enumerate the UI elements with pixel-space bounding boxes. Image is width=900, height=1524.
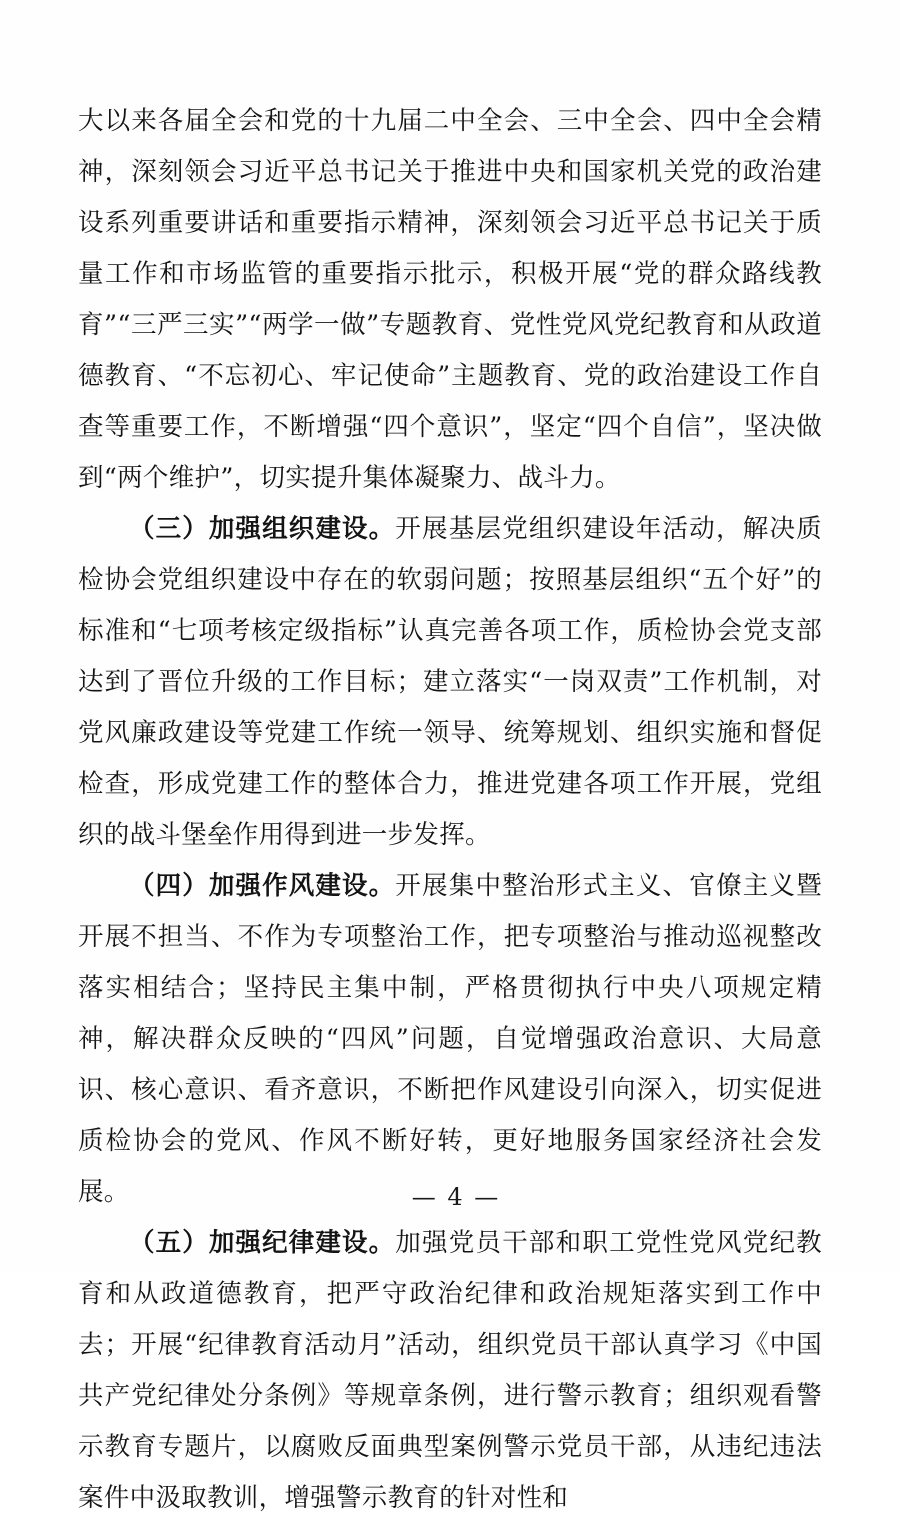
paragraph-heading: （三）加强组织建设。 bbox=[129, 514, 396, 544]
paragraph-heading: （四）加强作风建设。 bbox=[129, 871, 396, 901]
paragraph-text: 加强党员干部和职工党性党风党纪教育和从政道德教育，把严守政治纪律和政治规矩落实到工作中去；开展“纪律教育活动月”活动，组织党员干部认真学习《中国共产党纪律处分条例》等规章条例，进行警示教育；组织观看警示教育专题片，以腐败反面典型案例警示党员干部，从违纪违法案件中汲取教训，增强警示教育的针对性和 bbox=[78, 1228, 822, 1513]
page-number-text: — 4 — bbox=[411, 1183, 501, 1211]
page-number bbox=[0, 1183, 900, 1211]
paragraph-work-style-building bbox=[78, 861, 822, 1218]
paragraph-text: 开展集中整治形式主义、官僚主义暨开展不担当、不作为专项整治工作，把专项整治与推动巡视整改落实相结合；坚持民主集中制，严格贯彻执行中央八项规定精神，解决群众反映的“四风”问题，自觉增强政治意识、大局意识、核心意识、看齐意识，不断把作风建设引向深入，切实促进质检协会的党风、作风不断好转，更好地服务国家经济社会发展。 bbox=[78, 871, 822, 1207]
document-body bbox=[78, 96, 822, 1524]
paragraph-heading: （五）加强纪律建设。 bbox=[129, 1228, 396, 1258]
paragraph-text: 大以来各届全会和党的十九届二中全会、三中全会、四中全会精神，深刻领会习近平总书记关于推进中央和国家机关党的政治建设系列重要讲话和重要指示精神，深刻领会习近平总书记关于质量工作和市场监管的重要指示批示，积极开展“党的群众路线教育”“三严三实”“两学一做”专题教育、党性党风党纪教育和从政道德教育、“不忘初心、牢记使命”主题教育、党的政治建设工作自查等重要工作，不断增强“四个意识”，坚定“四个自信”，坚决做到“两个维护”，切实提升集体凝聚力、战斗力。 bbox=[78, 106, 822, 493]
paragraph-text: 开展基层党组织建设年活动，解决质检协会党组织建设中存在的软弱问题；按照基层组织“五个好”的标准和“七项考核定级指标”认真完善各项工作，质检协会党支部达到了晋位升级的工作目标；建立落实“一岗双责”工作机制，对党风廉政建设等党建工作统一领导、统筹规划、组织实施和督促检查，形成党建工作的整体合力，推进党建各项工作开展，党组织的战斗堡垒作用得到进一步发挥。 bbox=[78, 514, 822, 850]
paragraph-organization-building bbox=[78, 504, 822, 861]
paragraph-continued bbox=[78, 96, 822, 504]
paragraph-discipline-building bbox=[78, 1218, 822, 1524]
